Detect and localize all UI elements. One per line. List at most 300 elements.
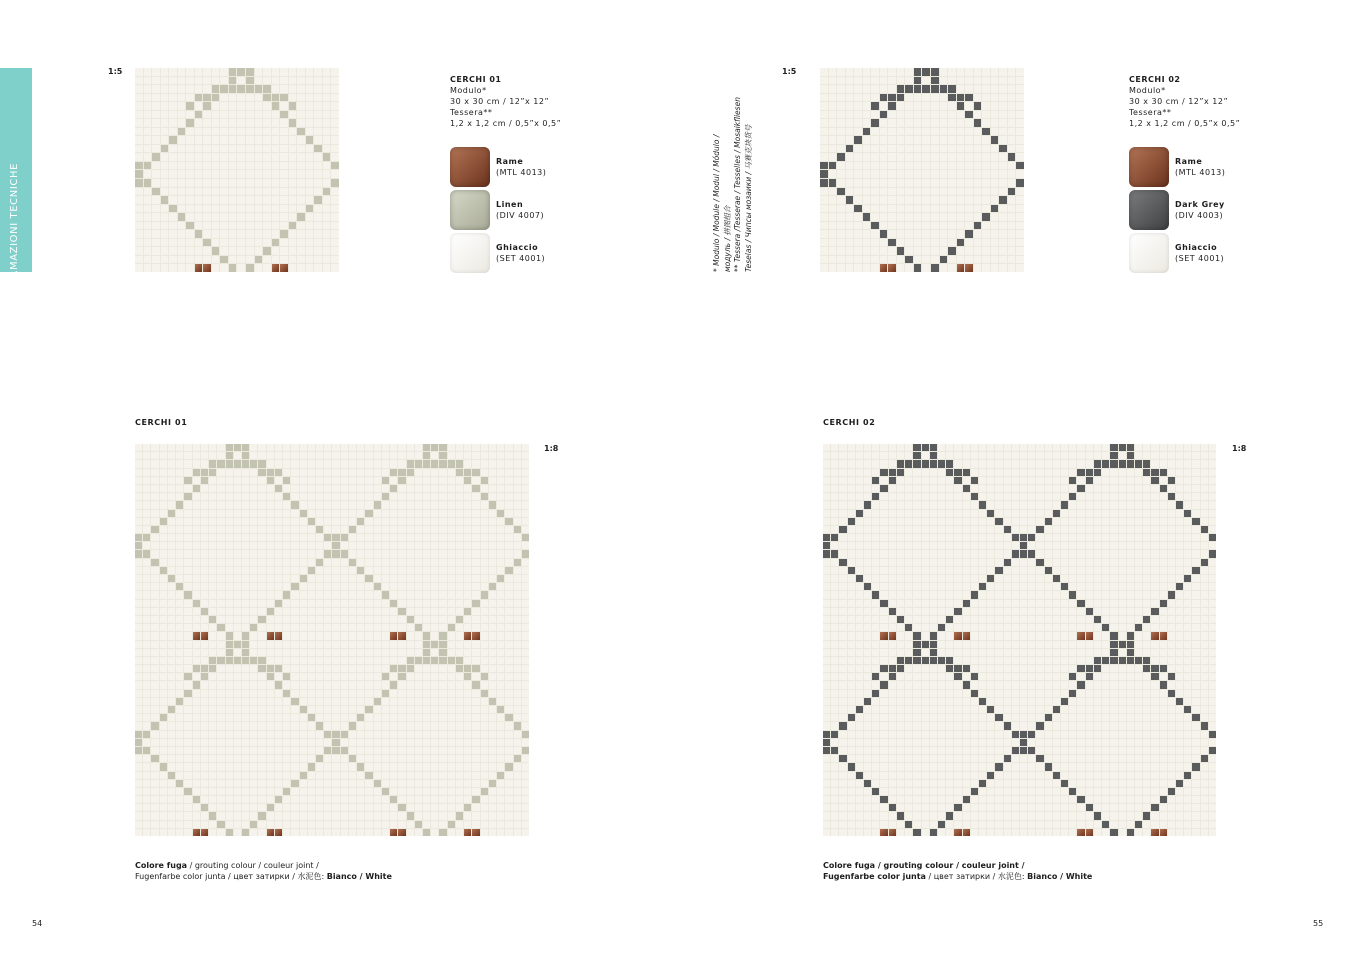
mosaic-tile xyxy=(382,526,389,533)
mosaic-tile xyxy=(291,739,298,746)
mosaic-tile xyxy=(1201,657,1208,664)
mosaic-tile xyxy=(144,222,152,230)
mosaic-tile xyxy=(481,591,488,598)
mosaic-tile xyxy=(505,575,512,582)
mosaic-tile xyxy=(324,714,331,721)
mosaic-tile xyxy=(209,763,216,770)
mosaic-tile xyxy=(846,85,854,93)
mosaic-tile xyxy=(255,170,263,178)
mosaic-tile xyxy=(135,510,142,517)
mosaic-tile xyxy=(464,600,471,607)
mosaic-tile xyxy=(1069,657,1076,664)
mosaic-tile xyxy=(349,444,356,451)
mosaic-tile xyxy=(289,179,297,187)
mosaic-tile xyxy=(905,624,912,631)
mosaic-tile xyxy=(456,624,463,631)
mosaic-tile xyxy=(176,583,183,590)
mosaic-tile xyxy=(143,739,150,746)
mosaic-tile xyxy=(316,501,323,508)
mosaic-tile xyxy=(1168,452,1175,459)
mosaic-tile xyxy=(472,690,479,697)
mosaic-tile xyxy=(1102,624,1109,631)
mosaic-tile xyxy=(497,821,504,828)
mosaic-tile xyxy=(291,665,298,672)
mosaic-tile xyxy=(357,714,364,721)
mosaic-tile xyxy=(151,714,158,721)
mosaic-tile xyxy=(176,600,183,607)
mosaic-tile xyxy=(948,230,956,238)
fuga-label: Colore fuga xyxy=(135,861,188,870)
mosaic-tile xyxy=(1127,460,1134,467)
mosaic-tile xyxy=(497,641,504,648)
mosaic-tile xyxy=(289,247,297,255)
mosaic-tile xyxy=(497,796,504,803)
swatch-name: Rame xyxy=(496,157,524,166)
mosaic-tile xyxy=(237,85,245,93)
mosaic-tile xyxy=(250,591,257,598)
mosaic-tile xyxy=(195,247,203,255)
mosaic-tile xyxy=(365,550,372,557)
mosaic-tile xyxy=(922,608,929,615)
mosaic-tile xyxy=(306,119,314,127)
mosaic-tile xyxy=(390,460,397,467)
mosaic-tile xyxy=(1168,534,1175,541)
mosaic-tile xyxy=(1086,567,1093,574)
mosaic-tile xyxy=(1012,641,1019,648)
mosaic-tile xyxy=(872,583,879,590)
mosaic-tile xyxy=(1061,510,1068,517)
mosaic-tile xyxy=(382,600,389,607)
mosaic-tile xyxy=(1061,600,1068,607)
mosaic-tile xyxy=(1160,452,1167,459)
mosaic-tile xyxy=(186,213,194,221)
mosaic-tile xyxy=(514,731,521,738)
mosaic-tile xyxy=(954,550,961,557)
mosaic-tile xyxy=(135,657,142,664)
mosaic-tile xyxy=(135,469,142,476)
mosaic-tile xyxy=(497,510,504,517)
mosaic-tile xyxy=(1012,534,1019,541)
mosaic-tile xyxy=(954,518,961,525)
mosaic-tile xyxy=(374,731,381,738)
mosaic-tile xyxy=(963,665,970,672)
mosaic-tile xyxy=(272,247,280,255)
mosaic-tile xyxy=(161,205,169,213)
mosaic-tile xyxy=(514,739,521,746)
mosaic-tile xyxy=(407,722,414,729)
mosaic-tile xyxy=(880,583,887,590)
mosaic-tile xyxy=(390,755,397,762)
mosaic-tile xyxy=(1119,665,1126,672)
mosaic-tile xyxy=(280,136,288,144)
mosaic-tile xyxy=(431,485,438,492)
mosaic-tile xyxy=(374,608,381,615)
mosaic-tile xyxy=(829,119,837,127)
mosaic-tile xyxy=(831,444,838,451)
mosaic-tile xyxy=(456,600,463,607)
mosaic-tile xyxy=(854,222,862,230)
mosaic-tile xyxy=(439,690,446,697)
mosaic-tile xyxy=(1077,542,1084,549)
mosaic-tile xyxy=(168,608,175,615)
mosaic-tile xyxy=(982,170,990,178)
mosaic-tile xyxy=(1168,641,1175,648)
mosaic-tile xyxy=(308,739,315,746)
mosaic-tile xyxy=(448,510,455,517)
mosaic-tile xyxy=(954,501,961,508)
mosaic-tile xyxy=(872,567,879,574)
mosaic-tile xyxy=(161,247,169,255)
mosaic-tile xyxy=(979,460,986,467)
mosaic-tile xyxy=(982,256,990,264)
mosaic-tile xyxy=(497,665,504,672)
mosaic-tile xyxy=(1028,641,1035,648)
mosaic-tile xyxy=(1094,673,1101,680)
mosaic-tile xyxy=(306,188,314,196)
mosaic-tile xyxy=(931,179,939,187)
mosaic-tile xyxy=(889,542,896,549)
mosaic-tile xyxy=(991,153,999,161)
mosaic-tile xyxy=(522,526,529,533)
mosaic-tile xyxy=(169,264,177,272)
mosaic-tile xyxy=(979,690,986,697)
mosaic-tile xyxy=(1004,526,1011,533)
mosaic-tile xyxy=(169,145,177,153)
mosaic-tile xyxy=(300,739,307,746)
mosaic-tile xyxy=(957,264,965,272)
mosaic-tile xyxy=(1110,690,1117,697)
mosaic-tile xyxy=(331,247,339,255)
mosaic-tile xyxy=(1192,460,1199,467)
mosaic-tile xyxy=(357,706,364,713)
mosaic-tile xyxy=(522,575,529,582)
mosaic-tile xyxy=(324,731,331,738)
mosaic-tile xyxy=(974,111,982,119)
mosaic-tile xyxy=(1053,657,1060,664)
mosaic-tile xyxy=(823,567,830,574)
mosaic-tile xyxy=(1102,657,1109,664)
mosaic-tile xyxy=(954,608,961,615)
mosaic-tile xyxy=(1077,477,1084,484)
mosaic-tile xyxy=(242,673,249,680)
mosaic-tile xyxy=(332,518,339,525)
mosaic-tile xyxy=(1086,444,1093,451)
mosaic-tile xyxy=(1184,690,1191,697)
mosaic-tile xyxy=(246,85,254,93)
mosaic-tile xyxy=(209,829,216,836)
mosaic-tile xyxy=(316,812,323,819)
mosaic-tile xyxy=(514,788,521,795)
mosaic-tile xyxy=(374,526,381,533)
mosaic-tile xyxy=(472,591,479,598)
mosaic-tile xyxy=(152,222,160,230)
mosaic-tile xyxy=(938,510,945,517)
mosaic-tile xyxy=(946,600,953,607)
mosaic-tile xyxy=(505,501,512,508)
mosaic-tile xyxy=(854,94,862,102)
mosaic-tile xyxy=(226,714,233,721)
mosaic-tile xyxy=(267,763,274,770)
mosaic-tile xyxy=(382,780,389,787)
mosaic-tile xyxy=(905,641,912,648)
mosaic-tile xyxy=(965,145,973,153)
mosaic-tile xyxy=(258,673,265,680)
mosaic-tile xyxy=(999,111,1007,119)
mosaic-tile xyxy=(250,739,257,746)
mosaic-tile xyxy=(448,804,455,811)
mosaic-tile xyxy=(365,788,372,795)
mosaic-tile xyxy=(324,706,331,713)
mosaic-tile xyxy=(439,526,446,533)
mosaic-tile xyxy=(331,170,339,178)
mosaic-tile xyxy=(143,469,150,476)
mosaic-tile xyxy=(431,706,438,713)
mosaic-tile xyxy=(415,518,422,525)
mosaic-tile xyxy=(448,616,455,623)
mosaic-tile xyxy=(820,153,828,161)
mosaic-tile xyxy=(1061,673,1068,680)
mosaic-tile xyxy=(291,821,298,828)
mosaic-tile xyxy=(300,690,307,697)
mosaic-tile xyxy=(184,821,191,828)
mosaic-tile xyxy=(201,583,208,590)
mosaic-tile xyxy=(341,624,348,631)
mosaic-tile xyxy=(497,739,504,746)
mosaic-tile xyxy=(456,510,463,517)
mosaic-tile xyxy=(863,153,871,161)
mosaic-tile xyxy=(398,608,405,615)
mosaic-tile xyxy=(464,550,471,557)
mosaic-tile xyxy=(135,641,142,648)
mosaic-tile xyxy=(1020,485,1027,492)
mosaic-tile xyxy=(135,542,142,549)
mosaic-tile xyxy=(283,698,290,705)
mosaic-tile xyxy=(1036,501,1043,508)
mosaic-tile xyxy=(212,222,220,230)
mosaic-tile xyxy=(151,722,158,729)
mosaic-tile xyxy=(1016,111,1024,119)
mosaic-tile xyxy=(1127,559,1134,566)
mosaic-tile xyxy=(1176,534,1183,541)
mosaic-tile xyxy=(195,179,203,187)
mosaic-tile xyxy=(423,583,430,590)
mosaic-tile xyxy=(965,128,973,136)
mosaic-tile xyxy=(258,559,265,566)
mosaic-tile xyxy=(280,68,288,76)
mosaic-tile xyxy=(398,452,405,459)
mosaic-tile xyxy=(448,559,455,566)
mosaic-tile xyxy=(308,755,315,762)
mosaic-tile xyxy=(143,501,150,508)
mosaic-tile xyxy=(398,469,405,476)
mosaic-tile xyxy=(1004,550,1011,557)
mosaic-tile xyxy=(1077,526,1084,533)
mosaic-tile xyxy=(472,657,479,664)
mosaic-tile xyxy=(275,755,282,762)
mosaic-tile xyxy=(160,583,167,590)
mosaic-tile xyxy=(880,690,887,697)
mosaic-tile xyxy=(905,665,912,672)
mosaic-tile xyxy=(1151,452,1158,459)
mosaic-tile xyxy=(168,632,175,639)
mosaic-tile xyxy=(144,205,152,213)
mosaic-tile xyxy=(1028,681,1035,688)
mosaic-tile xyxy=(324,796,331,803)
mosaic-tile xyxy=(382,796,389,803)
mosaic-tile xyxy=(871,153,879,161)
mosaic-tile xyxy=(143,542,150,549)
mosaic-tile xyxy=(374,575,381,582)
mosaic-tile xyxy=(267,796,274,803)
mosaic-tile xyxy=(472,812,479,819)
mosaic-tile xyxy=(151,772,158,779)
mosaic-tile xyxy=(999,247,1007,255)
mosaic-tile xyxy=(1028,657,1035,664)
mosaic-tile xyxy=(922,493,929,500)
mosaic-tile xyxy=(829,153,837,161)
mosaic-tile xyxy=(820,128,828,136)
mosaic-tile xyxy=(160,722,167,729)
mosaic-tile xyxy=(323,264,331,272)
mosaic-tile xyxy=(1201,460,1208,467)
mosaic-tile xyxy=(193,657,200,664)
mosaic-tile xyxy=(922,170,930,178)
mosaic-tile xyxy=(1160,567,1167,574)
mosaic-tile xyxy=(255,111,263,119)
mosaic-tile xyxy=(481,485,488,492)
mosaic-tile xyxy=(1077,616,1084,623)
mosaic-tile xyxy=(324,485,331,492)
mosaic-tile xyxy=(1168,657,1175,664)
mosaic-tile xyxy=(1077,575,1084,582)
mosaic-tile xyxy=(514,608,521,615)
mosaic-tile xyxy=(948,119,956,127)
mosaic-tile xyxy=(135,755,142,762)
mosaic-tile xyxy=(1184,444,1191,451)
mosaic-tile xyxy=(267,460,274,467)
mosaic-tile xyxy=(297,264,305,272)
mosaic-tile xyxy=(1012,444,1019,451)
mosaic-tile xyxy=(965,111,973,119)
mosaic-tile xyxy=(246,247,254,255)
mosaic-tile xyxy=(316,665,323,672)
mosaic-tile xyxy=(1020,690,1027,697)
mosaic-tile xyxy=(283,657,290,664)
mosaic-tile xyxy=(963,591,970,598)
mosaic-tile xyxy=(193,542,200,549)
mosaic-tile xyxy=(217,460,224,467)
mosaic-tile xyxy=(168,706,175,713)
mosaic-tile xyxy=(897,624,904,631)
mosaic-tile xyxy=(176,559,183,566)
mosaic-tile xyxy=(250,812,257,819)
mosaic-tile xyxy=(880,477,887,484)
mosaic-tile xyxy=(398,796,405,803)
mosaic-tile xyxy=(275,804,282,811)
mosaic-tile xyxy=(357,763,364,770)
mosaic-tile xyxy=(1016,136,1024,144)
mosaic-tile xyxy=(374,518,381,525)
mosaic-tile xyxy=(914,205,922,213)
mosaic-tile xyxy=(863,213,871,221)
mosaic-tile xyxy=(472,722,479,729)
mosaic-tile xyxy=(332,608,339,615)
mosaic-tile xyxy=(398,829,405,836)
mosaic-tile xyxy=(897,460,904,467)
mosaic-tile xyxy=(201,698,208,705)
mosaic-tile xyxy=(831,477,838,484)
mosaic-tile xyxy=(854,264,862,272)
mosaic-tile xyxy=(946,493,953,500)
mosaic-tile xyxy=(505,583,512,590)
mosaic-tile xyxy=(497,624,504,631)
mosaic-tile xyxy=(987,583,994,590)
mosaic-tile xyxy=(1086,493,1093,500)
mosaic-tile xyxy=(1016,256,1024,264)
mosaic-tile xyxy=(497,673,504,680)
mosaic-tile xyxy=(242,821,249,828)
mosaic-tile xyxy=(201,763,208,770)
mosaic-tile xyxy=(275,534,282,541)
mosaic-tile xyxy=(332,632,339,639)
mosaic-tile xyxy=(431,493,438,500)
mosaic-tile xyxy=(979,542,986,549)
mosaic-tile xyxy=(497,452,504,459)
mosaic-tile xyxy=(267,649,274,656)
mosaic-tile xyxy=(1008,196,1016,204)
mosaic-tile xyxy=(823,575,830,582)
mosaic-tile xyxy=(195,170,203,178)
mosaic-tile xyxy=(423,559,430,566)
mosaic-tile xyxy=(374,510,381,517)
mosaic-tile xyxy=(448,681,455,688)
mosaic-sample-cerchi-01-small xyxy=(135,68,339,272)
mosaic-tile xyxy=(178,239,186,247)
mosaic-tile xyxy=(497,526,504,533)
mosaic-tile xyxy=(237,213,245,221)
mosaic-tile xyxy=(220,239,228,247)
mosaic-tile xyxy=(308,550,315,557)
mosaic-tile xyxy=(275,681,282,688)
mosaic-tile xyxy=(143,485,150,492)
mosaic-tile xyxy=(965,77,973,85)
mosaic-tile xyxy=(864,665,871,672)
mosaic-tile xyxy=(991,264,999,272)
mosaic-tile xyxy=(1077,690,1084,697)
mosaic-tile xyxy=(856,444,863,451)
mosaic-tile xyxy=(1151,460,1158,467)
mosaic-tile xyxy=(1102,641,1109,648)
mosaic-tile xyxy=(897,485,904,492)
mosaic-tile xyxy=(184,657,191,664)
mosaic-tile xyxy=(974,94,982,102)
mosaic-tile xyxy=(497,575,504,582)
mosaic-tile xyxy=(195,145,203,153)
mosaic-tile xyxy=(323,68,331,76)
mosaic-tile xyxy=(316,477,323,484)
mosaic-tile xyxy=(1094,665,1101,672)
mosaic-tile xyxy=(1201,641,1208,648)
mosaic-tile xyxy=(152,264,160,272)
mosaic-tile xyxy=(242,542,249,549)
mosaic-tile xyxy=(522,600,529,607)
mosaic-tile xyxy=(999,256,1007,264)
mosaic-tile xyxy=(186,264,194,272)
mosaic-tile xyxy=(201,706,208,713)
mosaic-tile xyxy=(940,145,948,153)
mosaic-tile xyxy=(930,452,937,459)
mosaic-tile xyxy=(871,128,879,136)
